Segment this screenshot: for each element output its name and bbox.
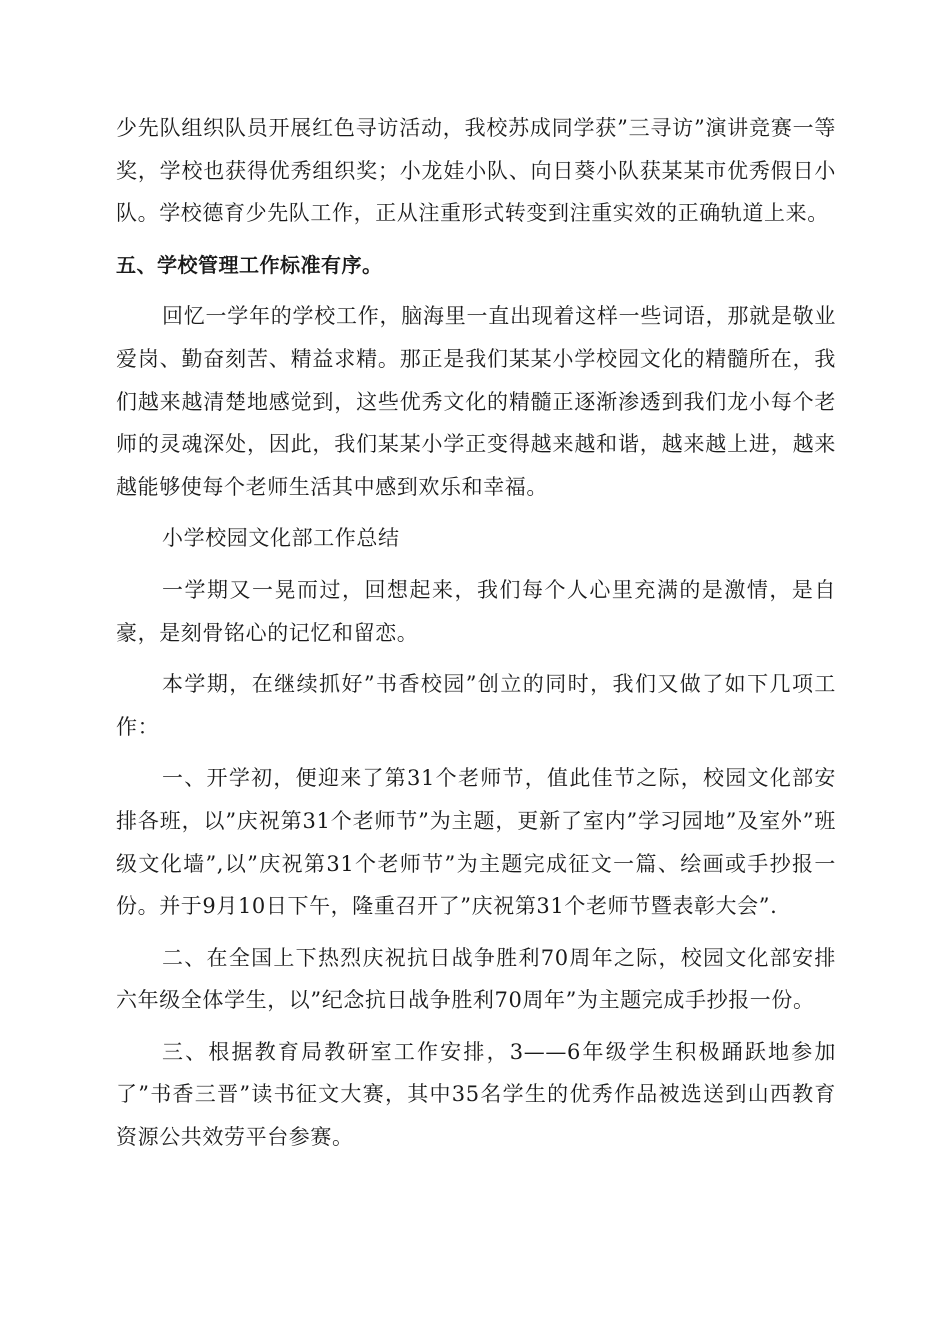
- paragraph-item-one: 一、开学初，便迎来了第31个老师节，值此佳节之际，校园文化部安排各班，以”庆祝第31个老师节”为主题，更新了室内”学习园地”及室外”班级文化墙”,以”庆祝第31个老师节”为主题完成征文一篇、绘画或手抄报一份。并于9月10日下午，隆重召开了”庆祝第31个老师节暨表彰大会”.: [116, 766, 836, 919]
- section-heading-management: 五、学校管理工作标准有序。: [116, 252, 383, 277]
- paragraph-semester-intro: 一学期又一晃而过，回想起来，我们每个人心里充满的是激情，是自豪，是刻骨铭心的记忆和留恋。: [116, 577, 836, 645]
- paragraph-pioneer-activities: 少先队组织队员开展红色寻访活动，我校苏成同学获”三寻访”演讲竞赛一等奖，学校也获得优秀组织奖；小龙娃小队、向日葵小队获某某市优秀假日小队。学校德育少先队工作，正从注重形式转变到注重实效的正确轨道上来。: [116, 116, 836, 226]
- subtitle-culture-summary: 小学校园文化部工作总结: [162, 526, 400, 551]
- paragraph-work-overview: 本学期，在继续抓好”书香校园”创立的同时，我们又做了如下几项工作：: [116, 672, 836, 739]
- paragraph-item-two: 二、在全国上下热烈庆祝抗日战争胜利70周年之际，校园文化部安排六年级全体学生，以”纪念抗日战争胜利70周年”为主题完成手抄报一份。: [116, 945, 836, 1013]
- document-body: [116, 107, 836, 1159]
- paragraph-reflection: 回忆一学年的学校工作，脑海里一直出现着这样一些词语，那就是敬业爱岗、勤奋刻苦、精益求精。那正是我们某某小学校园文化的精髓所在，我们越来越清楚地感觉到，这些优秀文化的精髓正逐渐渗透到我们龙小每个老师的灵魂深处，因此，我们某某小学正变得越来越和谐，越来越上进，越来越能够使每个老师生活其中感到欢乐和幸福。: [116, 304, 836, 499]
- paragraph-item-three: 三、根据教育局教研室工作安排，3——6年级学生积极踊跃地参加了”书香三晋”读书征文大赛，其中35名学生的优秀作品被选送到山西教育资源公共效劳平台参赛。: [116, 1039, 836, 1150]
